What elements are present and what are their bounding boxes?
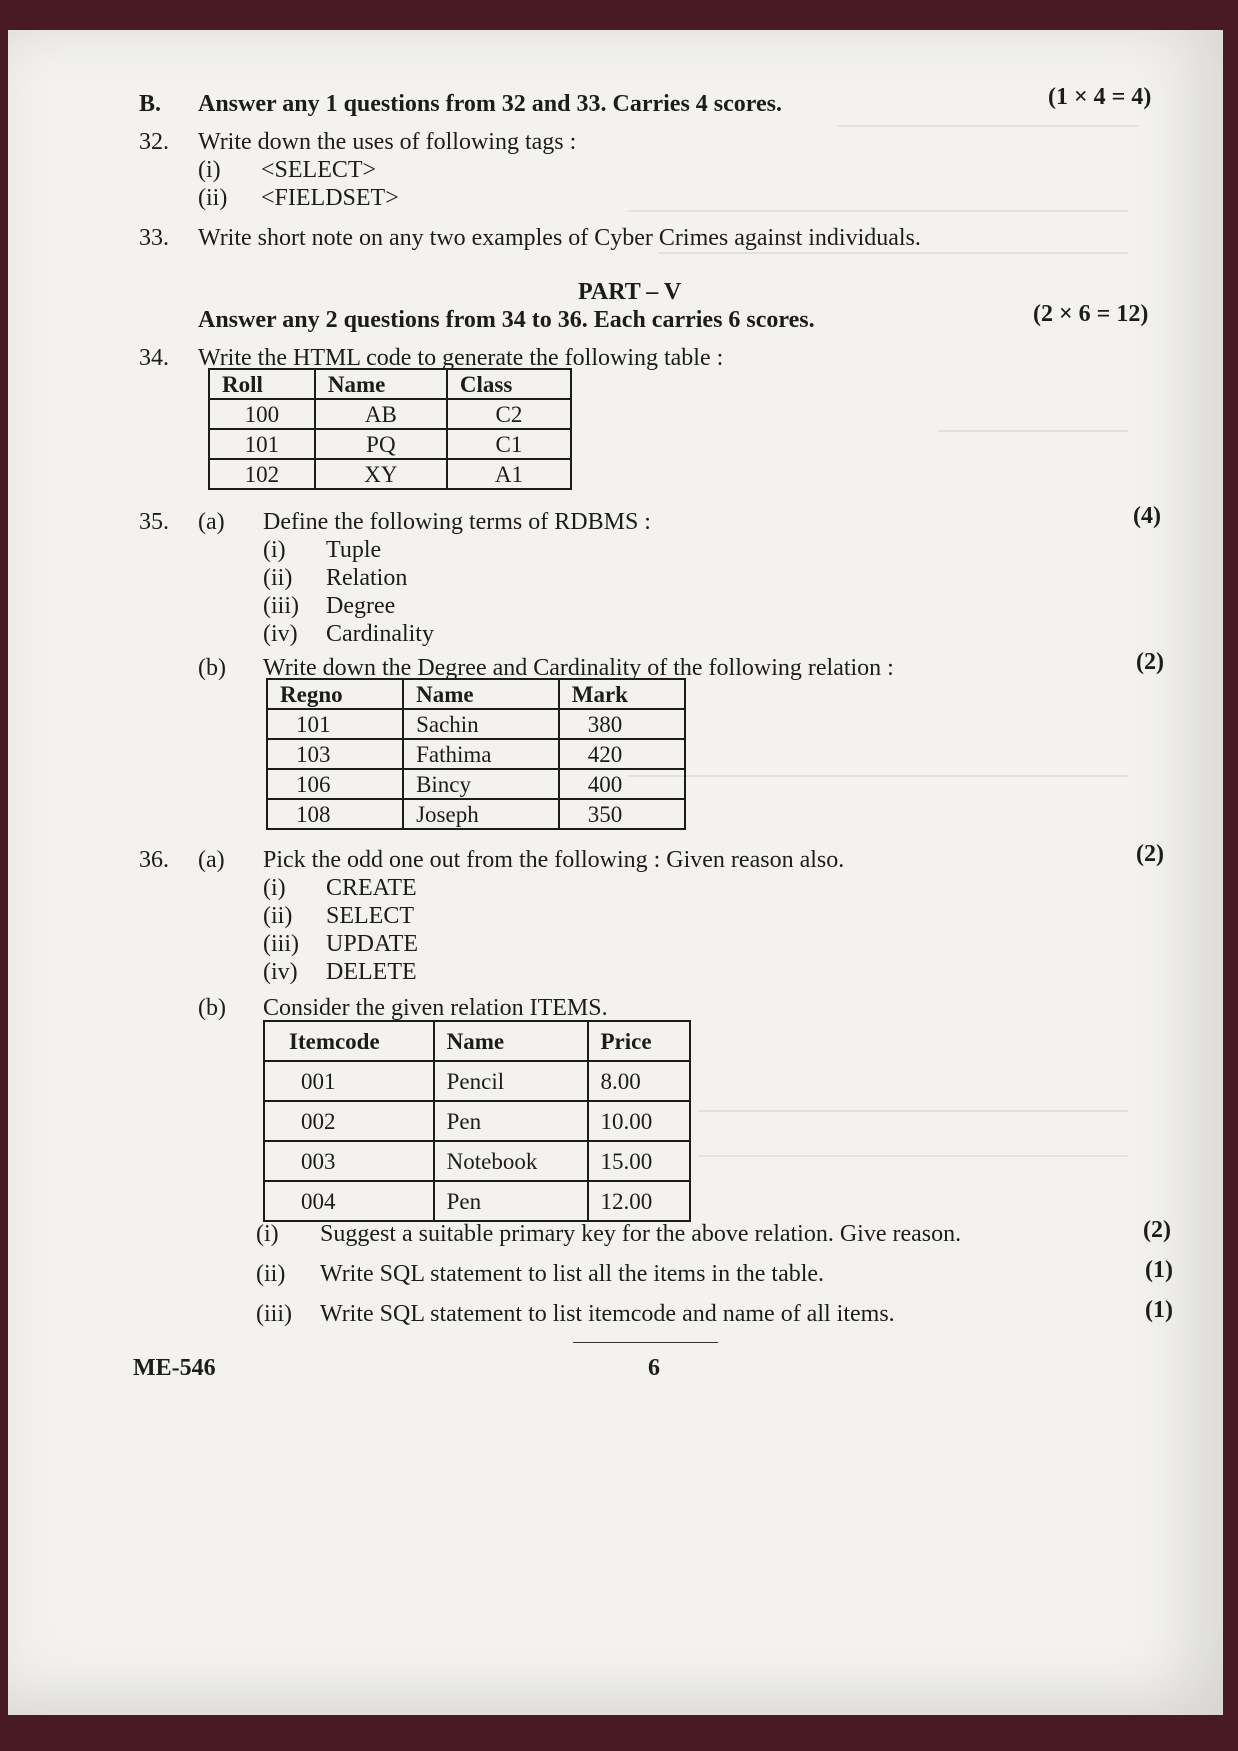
bleed-through — [628, 775, 1128, 777]
table-cell: C2 — [447, 399, 571, 429]
table-row — [267, 769, 685, 799]
q36a-item-text: DELETE — [326, 959, 417, 985]
q36a-text: Pick the odd one out from the following : Given reason also. — [263, 847, 845, 873]
q36a-item-text: UPDATE — [326, 931, 419, 957]
column-header: Itemcode — [264, 1021, 434, 1061]
q36a-item-text: SELECT — [326, 903, 414, 929]
q35b-table — [266, 678, 686, 830]
bleed-through — [838, 125, 1138, 127]
q36b-label: (b) — [198, 995, 226, 1021]
table-cell: A1 — [447, 459, 571, 489]
part-v-marks: (2 × 6 = 12) — [1033, 301, 1149, 327]
q35a-item-num: (iii) — [263, 593, 299, 619]
q35a-item-num: (iv) — [263, 621, 298, 647]
q36b-table — [263, 1020, 691, 1222]
q36a-item-num: (ii) — [263, 903, 293, 929]
q36b-sub-marks: (2) — [1143, 1217, 1171, 1243]
page-number: 6 — [648, 1355, 660, 1381]
q34-table — [208, 368, 572, 490]
column-header: Roll — [209, 369, 315, 399]
q35a-item-text: Tuple — [326, 537, 382, 563]
q36a-marks: (2) — [1136, 841, 1164, 867]
q35a-marks: (4) — [1133, 503, 1161, 529]
bleed-through — [628, 210, 1128, 212]
table-cell: Pencil — [434, 1061, 588, 1101]
q35b-marks: (2) — [1136, 649, 1164, 675]
q36a-label: (a) — [198, 847, 225, 873]
part-v-title: PART – V — [578, 279, 682, 305]
q35a-label: (a) — [198, 509, 225, 535]
column-header: Class — [447, 369, 571, 399]
table-cell: 350 — [559, 799, 685, 829]
table-cell: 420 — [559, 739, 685, 769]
q35a-item-text: Degree — [326, 593, 396, 619]
q35b-label: (b) — [198, 655, 226, 681]
q32-item-num: (i) — [198, 157, 221, 183]
table-cell: AB — [315, 399, 447, 429]
table-header-row — [209, 369, 571, 399]
table-row — [264, 1061, 690, 1101]
q36b-sub-text: Suggest a suitable primary key for the above relation. Give reason. — [320, 1221, 962, 1247]
table-cell: 101 — [209, 429, 315, 459]
q36a-item-num: (iv) — [263, 959, 298, 985]
table-row — [267, 739, 685, 769]
table-cell: Joseph — [403, 799, 559, 829]
q33-text: Write short note on any two examples of Cyber Crimes against individuals. — [198, 225, 921, 251]
table-cell: XY — [315, 459, 447, 489]
table-cell: 004 — [264, 1181, 434, 1221]
table-cell: 10.00 — [588, 1101, 691, 1141]
table-cell: 380 — [559, 709, 685, 739]
table-cell: 400 — [559, 769, 685, 799]
q36b-sub-num: (iii) — [256, 1301, 292, 1327]
q36b-sub-marks: (1) — [1145, 1297, 1173, 1323]
q34-number: 34. — [139, 345, 169, 371]
section-b-instruction: Answer any 1 questions from 32 and 33. Carries 4 scores. — [198, 91, 783, 117]
q35a-item-text: Cardinality — [326, 621, 434, 647]
table-row — [209, 459, 571, 489]
table-cell: 103 — [267, 739, 403, 769]
q36b-sub-num: (i) — [256, 1221, 279, 1247]
q35-number: 35. — [139, 509, 169, 535]
q35a-item-num: (i) — [263, 537, 286, 563]
section-b-marks: (1 × 4 = 4) — [1048, 84, 1152, 110]
table-cell: 108 — [267, 799, 403, 829]
table-row — [209, 429, 571, 459]
q35a-item-num: (ii) — [263, 565, 293, 591]
q36a-item-text: CREATE — [326, 875, 417, 901]
table-row — [267, 799, 685, 829]
table-header-row — [264, 1021, 690, 1061]
q35a-item-text: Relation — [326, 565, 408, 591]
table-row — [267, 709, 685, 739]
q36b-sub-num: (ii) — [256, 1261, 286, 1287]
column-header: Regno — [267, 679, 403, 709]
q32-item-num: (ii) — [198, 185, 228, 211]
q32-item-text: <FIELDSET> — [261, 185, 399, 211]
q36b-sub-text: Write SQL statement to list all the items in the table. — [320, 1261, 825, 1287]
table-cell: 003 — [264, 1141, 434, 1181]
bleed-through — [698, 1155, 1128, 1157]
table-row — [264, 1181, 690, 1221]
q33-number: 33. — [139, 225, 169, 251]
table-cell: Notebook — [434, 1141, 588, 1181]
table-cell: PQ — [315, 429, 447, 459]
section-b-label: B. — [139, 91, 162, 117]
q32-item-text: <SELECT> — [261, 157, 377, 183]
part-v-instruction: Answer any 2 questions from 34 to 36. Each carries 6 scores. — [198, 307, 815, 333]
q35b-text: Write down the Degree and Cardinality of the following relation : — [263, 655, 894, 681]
table-cell: 15.00 — [588, 1141, 691, 1181]
q36-number: 36. — [139, 847, 169, 873]
footer-code: ME-546 — [133, 1355, 216, 1381]
column-header: Name — [434, 1021, 588, 1061]
q32-text: Write down the uses of following tags : — [198, 129, 577, 155]
bleed-through — [698, 1110, 1128, 1112]
table-cell: 001 — [264, 1061, 434, 1101]
table-cell: Sachin — [403, 709, 559, 739]
q32-number: 32. — [139, 129, 169, 155]
table-row — [264, 1101, 690, 1141]
q36b-sub-text: Write SQL statement to list itemcode and name of all items. — [320, 1301, 895, 1327]
table-cell: 8.00 — [588, 1061, 691, 1101]
table-cell: Fathima — [403, 739, 559, 769]
table-cell: C1 — [447, 429, 571, 459]
q36a-item-num: (iii) — [263, 931, 299, 957]
table-cell: Pen — [434, 1181, 588, 1221]
q36b-sub-marks: (1) — [1145, 1257, 1173, 1283]
q36b-text: Consider the given relation ITEMS. — [263, 995, 608, 1021]
q34-text: Write the HTML code to generate the following table : — [198, 345, 724, 371]
column-header: Mark — [559, 679, 685, 709]
table-cell: 12.00 — [588, 1181, 691, 1221]
table-row — [209, 399, 571, 429]
exam-page — [8, 30, 1223, 1715]
q35a-text: Define the following terms of RDBMS : — [263, 509, 651, 535]
table-cell: 101 — [267, 709, 403, 739]
table-cell: 100 — [209, 399, 315, 429]
q36a-item-num: (i) — [263, 875, 286, 901]
table-header-row — [267, 679, 685, 709]
table-cell: 002 — [264, 1101, 434, 1141]
bleed-through — [658, 252, 1128, 254]
table-cell: Bincy — [403, 769, 559, 799]
bleed-through — [938, 430, 1128, 432]
table-cell: Pen — [434, 1101, 588, 1141]
column-header: Name — [403, 679, 559, 709]
column-header: Name — [315, 369, 447, 399]
end-rule — [573, 1342, 718, 1343]
table-row — [264, 1141, 690, 1181]
table-cell: 106 — [267, 769, 403, 799]
column-header: Price — [588, 1021, 691, 1061]
table-cell: 102 — [209, 459, 315, 489]
